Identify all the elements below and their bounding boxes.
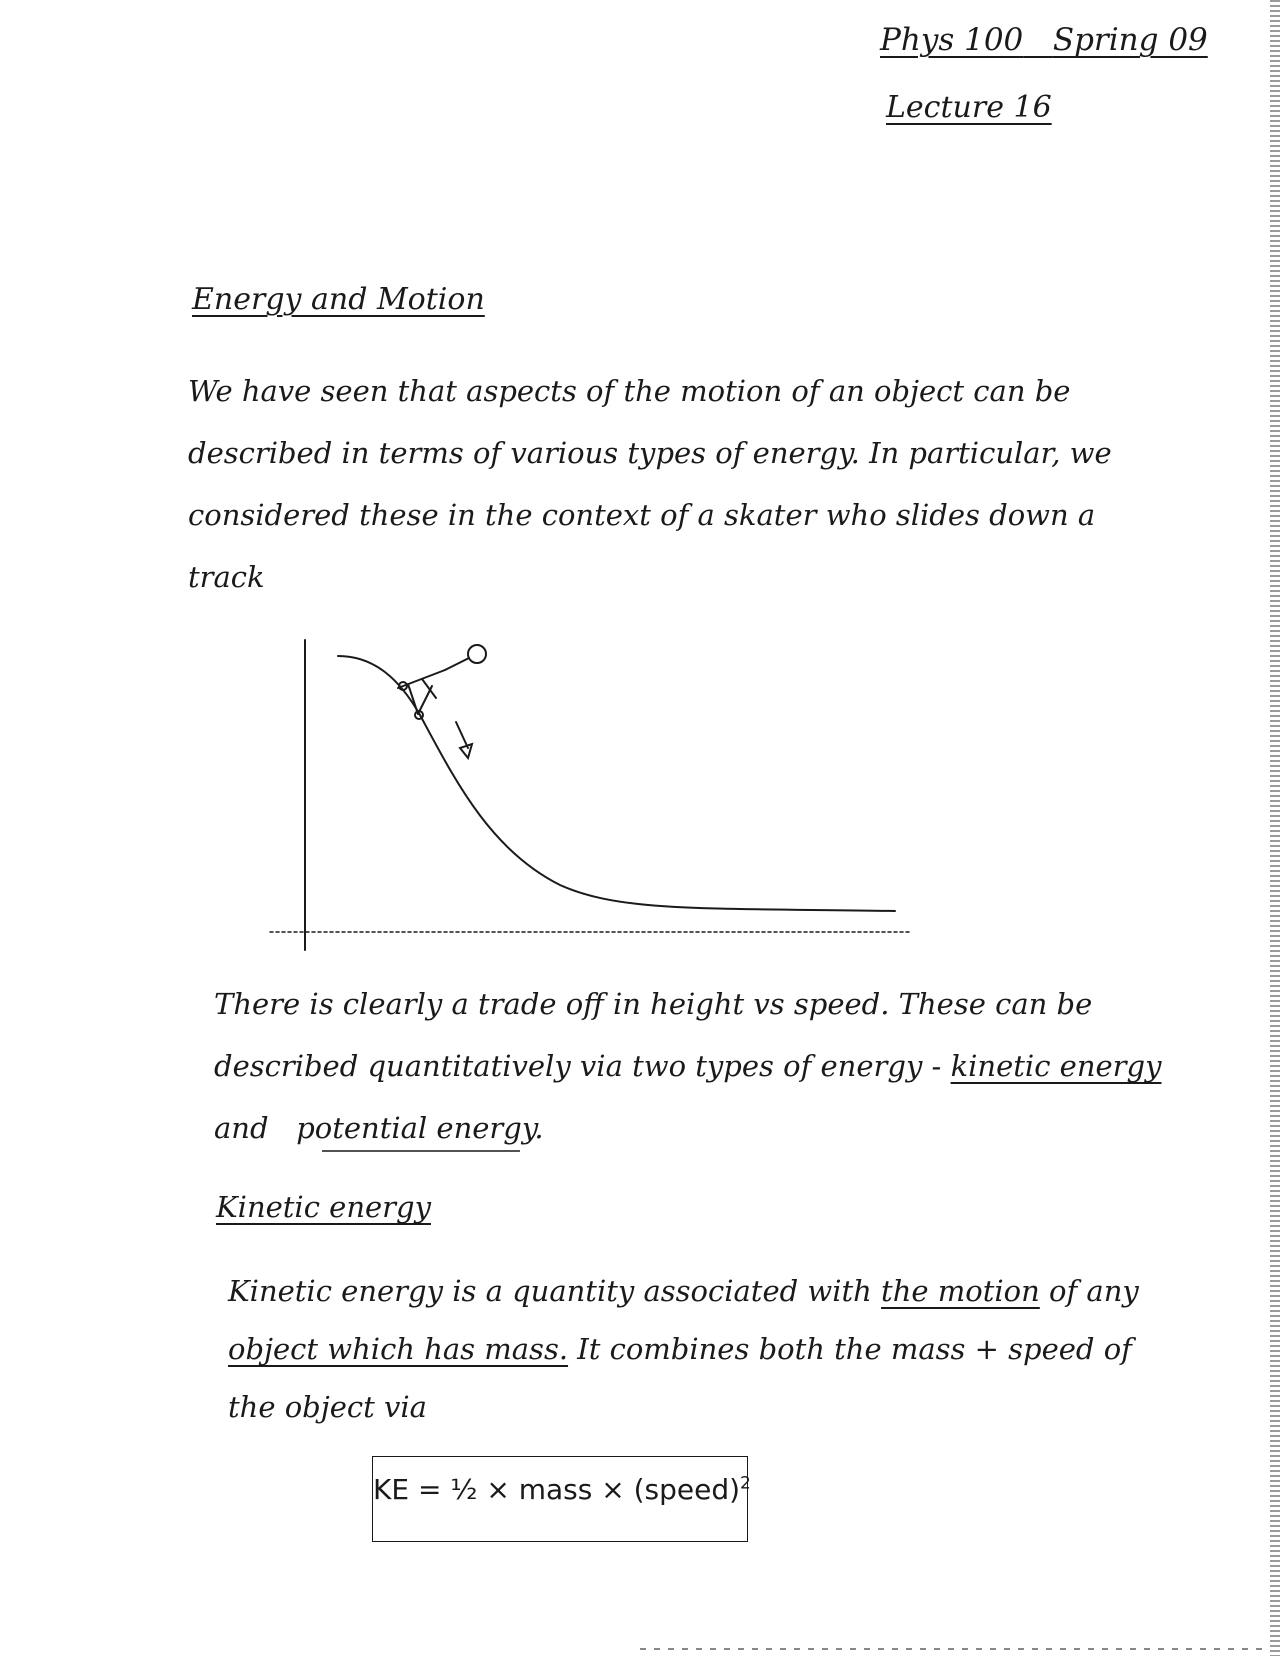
paragraph-line [214, 1035, 1161, 1097]
formula-exponent: 2 [740, 1473, 751, 1494]
velocity-arrow-icon [456, 722, 472, 758]
scan-edge [1270, 0, 1280, 1656]
lecture-number: Lecture 16 [886, 90, 1052, 125]
potential-energy-term: potential energy [296, 1111, 535, 1145]
paragraph-line: We have seen that aspects of the motion of an object can be [188, 374, 1071, 408]
paragraph-line: considered these in the context of a skater who slides down a [188, 498, 1096, 532]
line-text: Kinetic energy is a quantity associated with [228, 1274, 872, 1308]
paragraph-line [228, 1320, 1139, 1378]
line-text: It combines both the mass + speed of [577, 1332, 1132, 1366]
section-title: Energy and Motion [192, 282, 485, 317]
term: Spring 09 [1052, 22, 1208, 58]
mass-term: object which has mass. [228, 1332, 569, 1366]
formula-rhs: × mass × (speed) [486, 1473, 741, 1506]
paragraph-line [228, 1262, 1139, 1320]
scan-noise [640, 1648, 1270, 1650]
kinetic-energy-formula-box [372, 1456, 751, 1542]
motion-term: the motion [881, 1274, 1040, 1308]
paragraph-line [214, 1097, 1161, 1159]
paragraph-line: described in terms of various types of energy. In particular, we [188, 436, 1112, 470]
course-name: Phys 100 [880, 22, 1024, 58]
tradeoff-paragraph [214, 973, 1161, 1159]
skater-icon [398, 645, 486, 719]
line-text: described quantitatively via two types of energy - [214, 1049, 942, 1083]
line-text: and [214, 1111, 269, 1145]
formula-lhs: KE = [373, 1473, 442, 1506]
period: . [534, 1111, 544, 1145]
paragraph-line: the object via [228, 1390, 427, 1424]
kinetic-energy-heading: Kinetic energy [216, 1190, 431, 1224]
line-text: of any [1049, 1274, 1139, 1308]
kinetic-energy-formula [373, 1473, 751, 1506]
formula-half: ½ [450, 1473, 478, 1506]
kinetic-paragraph [228, 1262, 1139, 1436]
kinetic-energy-term: kinetic energy [950, 1049, 1162, 1083]
track-curve [338, 656, 895, 911]
paragraph-line: There is clearly a trade off in height vs speed. These can be [214, 987, 1093, 1021]
paragraph-line: track [188, 560, 265, 594]
